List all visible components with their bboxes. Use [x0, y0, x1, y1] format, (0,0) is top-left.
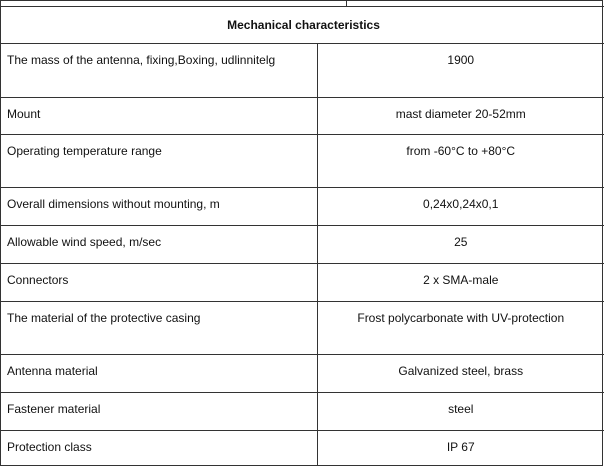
- table-row: [1, 354, 604, 392]
- table-row: [1, 97, 604, 134]
- table-row: [1, 263, 604, 301]
- row-value: Galvanized steel, brass: [317, 354, 604, 392]
- row-value: from -60°C to +80°C: [317, 134, 604, 187]
- table-row: [1, 430, 604, 466]
- row-value: 25: [317, 225, 604, 263]
- table-row: [1, 225, 604, 263]
- table-title-row: [1, 7, 604, 44]
- row-label: Antenna material: [1, 354, 317, 392]
- row-value: IP 67: [317, 430, 604, 466]
- row-value: 1900: [447, 53, 475, 67]
- table-row: [1, 134, 604, 187]
- spec-table: [1, 44, 604, 466]
- row-label: Operating temperature range: [1, 134, 317, 187]
- row-value: Frost polycarbonate with UV-protection: [317, 301, 604, 354]
- row-value: steel: [317, 392, 604, 430]
- row-label: Connectors: [1, 263, 317, 301]
- row-label: Mount: [1, 97, 317, 134]
- table-row: [1, 392, 604, 430]
- table-row: [1, 301, 604, 354]
- row-value: 2 x SMA-male: [317, 263, 604, 301]
- row-label: Fastener material: [1, 392, 317, 430]
- table-row: [1, 44, 604, 97]
- row-label: The material of the protective casing: [1, 301, 317, 354]
- row-label: Allowable wind speed, m/sec: [1, 225, 317, 263]
- table-title: Mechanical characteristics: [227, 18, 380, 32]
- row-value: mast diameter 20-52mm: [317, 97, 604, 134]
- row-value: 0,24x0,24x0,1: [317, 187, 604, 225]
- row-label: Overall dimensions without mounting, m: [1, 187, 317, 225]
- row-label: Protection class: [1, 430, 317, 466]
- column-divider: [346, 1, 347, 6]
- row-label: The mass of the antenna, fixing,Boxing, udlinnitelg: [1, 44, 317, 97]
- table-row: [1, 187, 604, 225]
